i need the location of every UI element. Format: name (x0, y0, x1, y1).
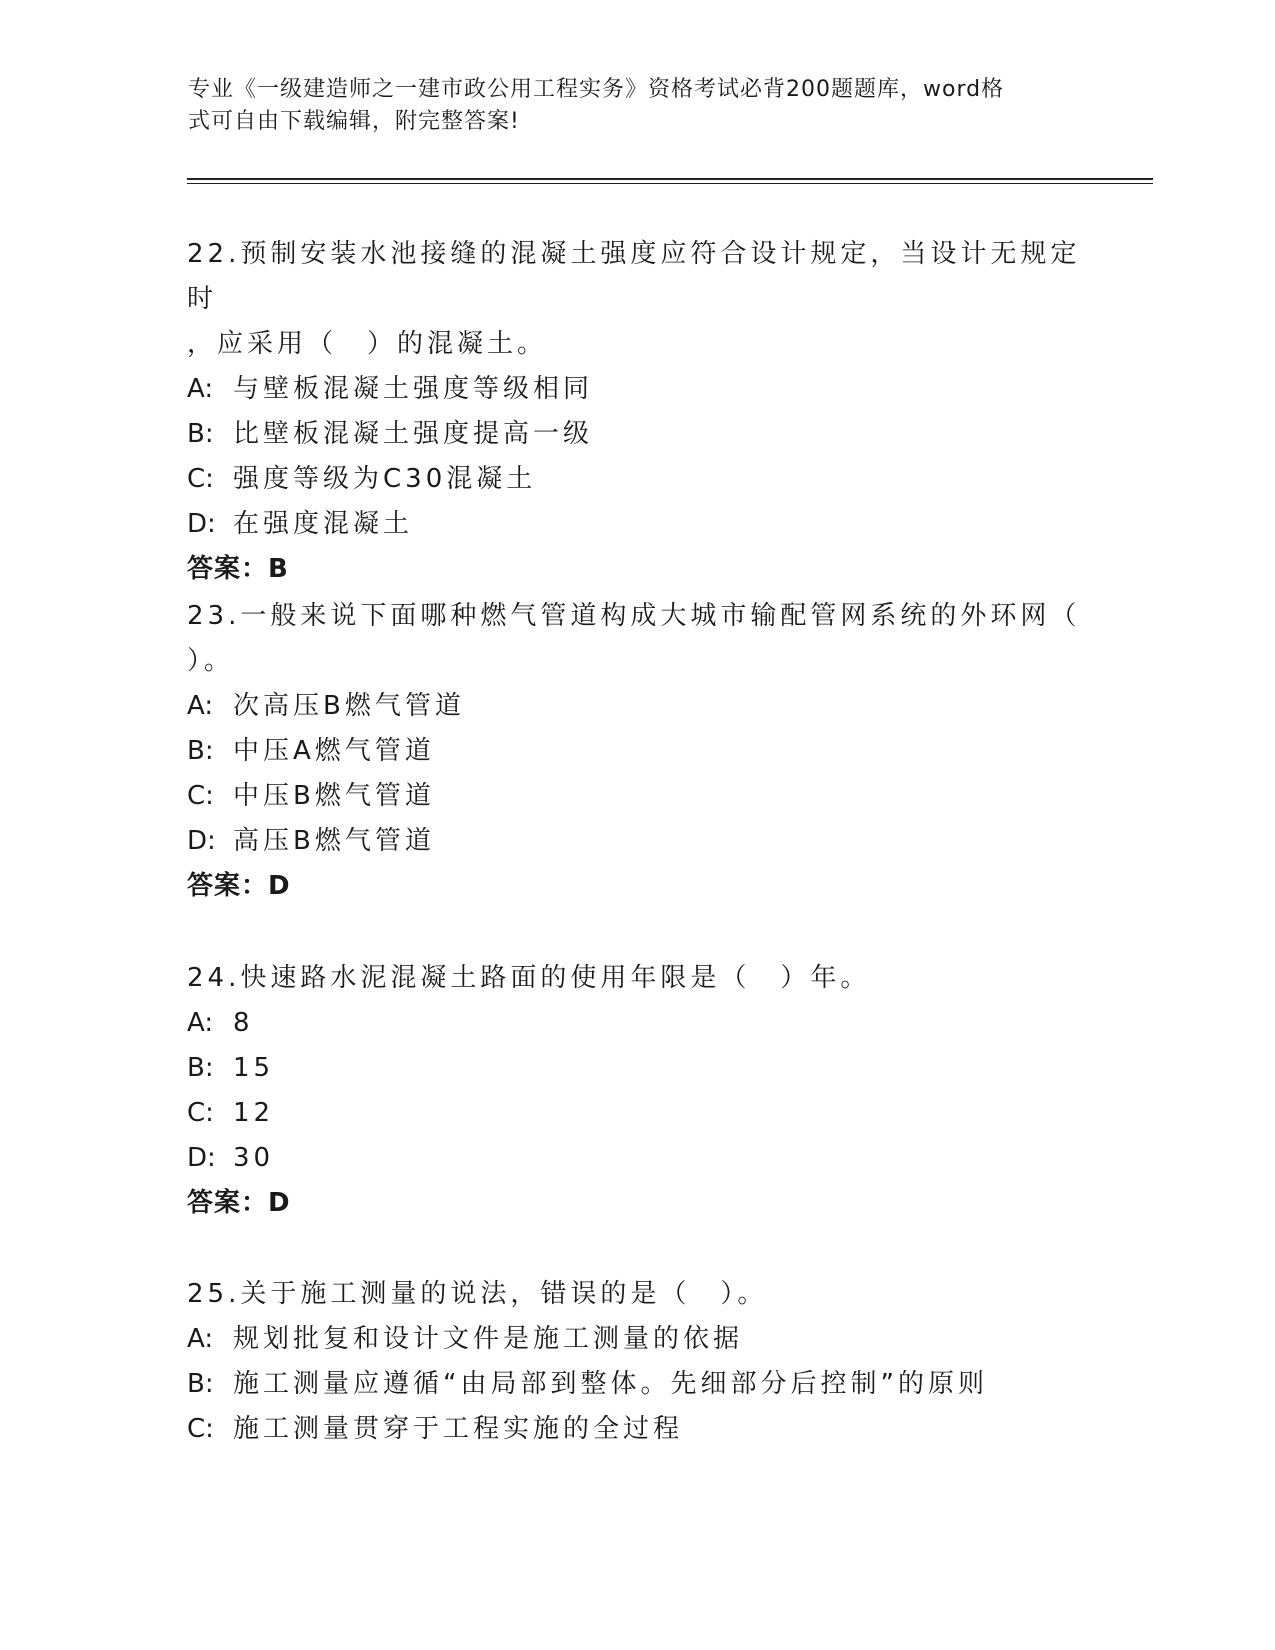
question-23 (187, 594, 1087, 909)
option-text: 中压A燃气管道 (233, 736, 435, 766)
answer-label: 答案：B (187, 554, 289, 584)
option-b (187, 1362, 1087, 1407)
question-stem-line: ，应采用（ ）的混凝土。 (187, 329, 548, 359)
option-text: 比壁板混凝土强度提高一级 (233, 419, 594, 449)
option-b (187, 1046, 1087, 1091)
option-b (187, 729, 1087, 774)
option-a (187, 1317, 1087, 1362)
option-d (187, 502, 1087, 547)
option-key: A: (187, 1324, 214, 1354)
option-key: B: (187, 1369, 214, 1399)
option-key: A: (187, 691, 214, 721)
question-stem-line: 24.快速路水泥混凝土路面的使用年限是（ ）年。 (187, 963, 871, 993)
option-key: D: (187, 826, 216, 856)
header-rule-thin (187, 183, 1153, 184)
option-text: 在强度混凝土 (233, 509, 414, 539)
header-rule (187, 178, 1153, 180)
question-stem-line: ）。 (187, 646, 235, 676)
option-key: D: (187, 1143, 216, 1173)
option-text: 中压B燃气管道 (233, 781, 435, 811)
option-text: 高压B燃气管道 (233, 826, 435, 856)
option-text: 8 (233, 1008, 254, 1038)
question-25 (187, 1272, 1087, 1452)
question-24 (187, 956, 1087, 1226)
option-text: 与壁板混凝土强度等级相同 (233, 374, 594, 404)
option-c (187, 457, 1087, 502)
option-d (187, 1136, 1087, 1181)
option-a (187, 367, 1087, 412)
option-a (187, 684, 1087, 729)
option-key: C: (187, 781, 214, 811)
option-c (187, 1091, 1087, 1136)
option-text: 施工测量应遵循“由局部到整体。先细部分后控制”的原则 (233, 1369, 988, 1399)
option-text: 15 (233, 1053, 275, 1083)
option-b (187, 412, 1087, 457)
option-text: 规划批复和设计文件是施工测量的依据 (233, 1324, 744, 1354)
question-stem-line: 25.关于施工测量的说法，错误的是（ ）。 (187, 1279, 768, 1309)
option-key: C: (187, 464, 214, 494)
option-text: 30 (233, 1143, 275, 1173)
question-22 (187, 232, 1087, 592)
option-c (187, 1407, 1087, 1452)
option-text: 强度等级为C30混凝土 (233, 464, 537, 494)
option-key: B: (187, 1053, 214, 1083)
option-key: A: (187, 1008, 214, 1038)
option-text: 12 (233, 1098, 275, 1128)
option-d (187, 819, 1087, 864)
option-a (187, 1001, 1087, 1046)
header-line-2: 式可自由下载编辑，附完整答案! (188, 109, 520, 134)
option-text: 次高压B燃气管道 (233, 691, 465, 721)
option-key: D: (187, 509, 216, 539)
answer-label: 答案：D (187, 871, 291, 901)
header-line-1: 专业《一级建造师之一建市政公用工程实务》资格考试必背200题题库，word格 (188, 77, 1005, 102)
question-stem-line: 23.一般来说下面哪种燃气管道构成大城市输配管网系统的外环网（ (187, 601, 1081, 631)
answer-label: 答案：D (187, 1188, 291, 1218)
document-header (188, 74, 1068, 138)
option-key: B: (187, 736, 214, 766)
option-key: A: (187, 374, 214, 404)
option-text: 施工测量贯穿于工程实施的全过程 (233, 1414, 684, 1444)
option-c (187, 774, 1087, 819)
option-key: C: (187, 1098, 214, 1128)
question-stem-line: 22.预制安装水池接缝的混凝土强度应符合设计规定，当设计无规定时 (187, 239, 1081, 314)
option-key: C: (187, 1414, 214, 1444)
option-key: B: (187, 419, 214, 449)
